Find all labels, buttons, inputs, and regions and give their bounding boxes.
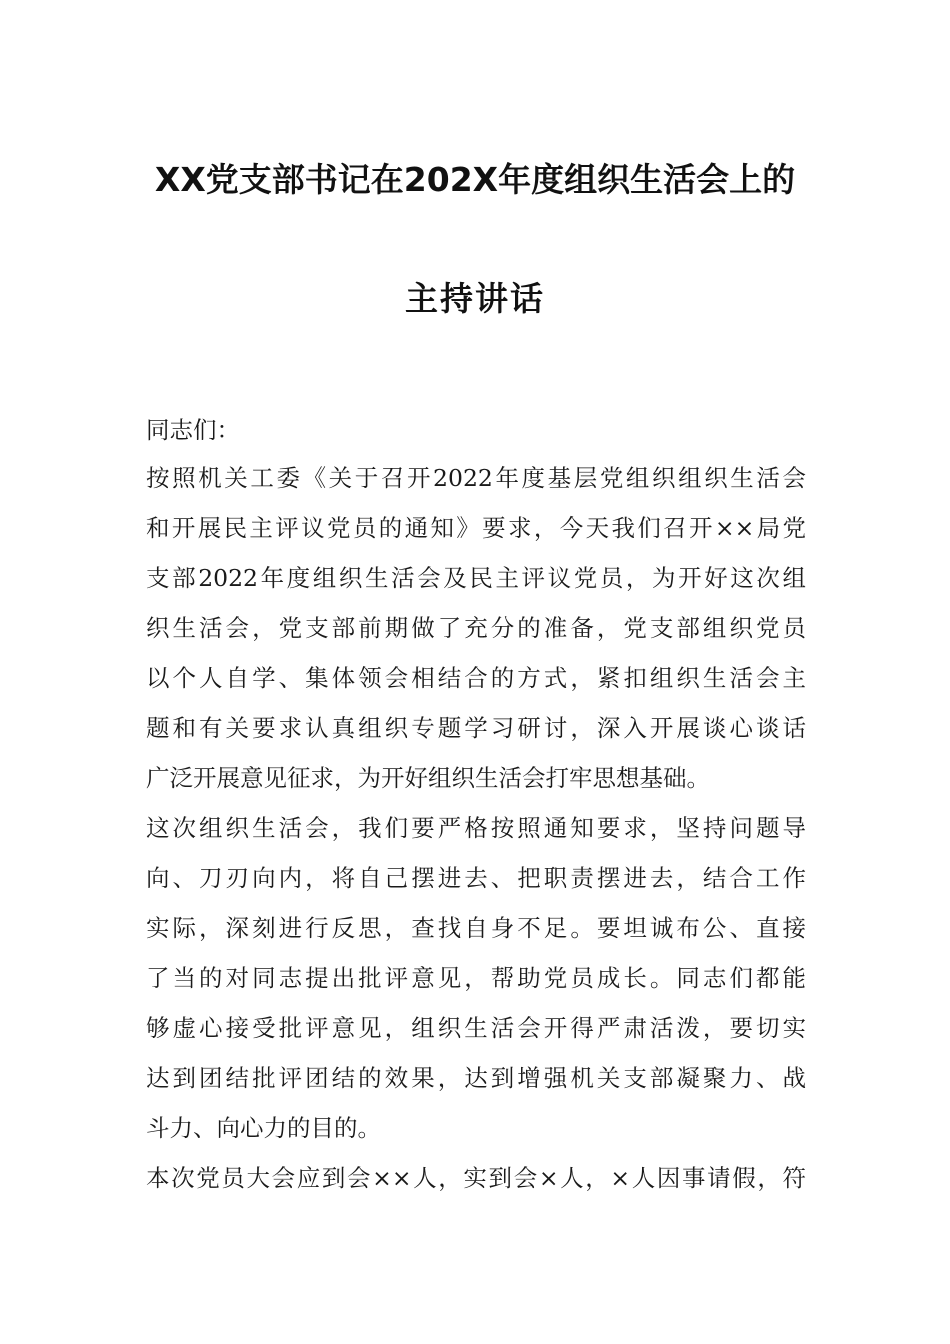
paragraph-2-line-7: 斗力、向心力的目的。: [146, 1114, 381, 1142]
title-line-1: XX党支部书记在202X年度组织生活会上的: [154, 160, 796, 199]
paragraph-2-line-2: 向、刀刃向内，将自己摆进去、把职责摆进去，结合工作: [146, 864, 806, 892]
paragraph-2-line-1: 这次组织生活会，我们要严格按照通知要求，坚持问题导: [146, 814, 806, 842]
paragraph-2-line-4: 了当的对同志提出批评意见，帮助党员成长。同志们都能: [146, 964, 806, 992]
salutation: 同志们：: [146, 416, 240, 444]
title-line-2: 主持讲话: [405, 279, 545, 318]
paragraph-1-line-7: 广泛开展意见征求，为开好组织生活会打牢思想基础。: [146, 764, 710, 792]
paragraph-1-line-5: 以个人自学、集体领会相结合的方式，紧扣组织生活会主: [146, 664, 806, 692]
paragraph-1-line-1: 按照机关工委《关于召开2022年度基层党组织组织生活会: [146, 464, 806, 492]
paragraph-1-line-4: 织生活会，党支部前期做了充分的准备，党支部组织党员: [146, 614, 806, 642]
paragraph-1-line-2: 和开展民主评议党员的通知》要求，今天我们召开××局党: [146, 514, 806, 542]
paragraph-2-line-3: 实际，深刻进行反思，查找自身不足。要坦诚布公、直接: [146, 914, 806, 942]
paragraph-3-line-1: 本次党员大会应到会××人，实到会×人，×人因事请假，符: [146, 1164, 806, 1192]
paragraph-1-line-6: 题和有关要求认真组织专题学习研讨，深入开展谈心谈话: [146, 714, 806, 742]
paragraph-2-line-6: 达到团结批评团结的效果，达到增强机关支部凝聚力、战: [146, 1064, 806, 1092]
paragraph-1-line-3: 支部2022年度组织生活会及民主评议党员，为开好这次组: [146, 564, 806, 592]
paragraph-2-line-5: 够虚心接受批评意见，组织生活会开得严肃活泼，要切实: [146, 1014, 806, 1042]
